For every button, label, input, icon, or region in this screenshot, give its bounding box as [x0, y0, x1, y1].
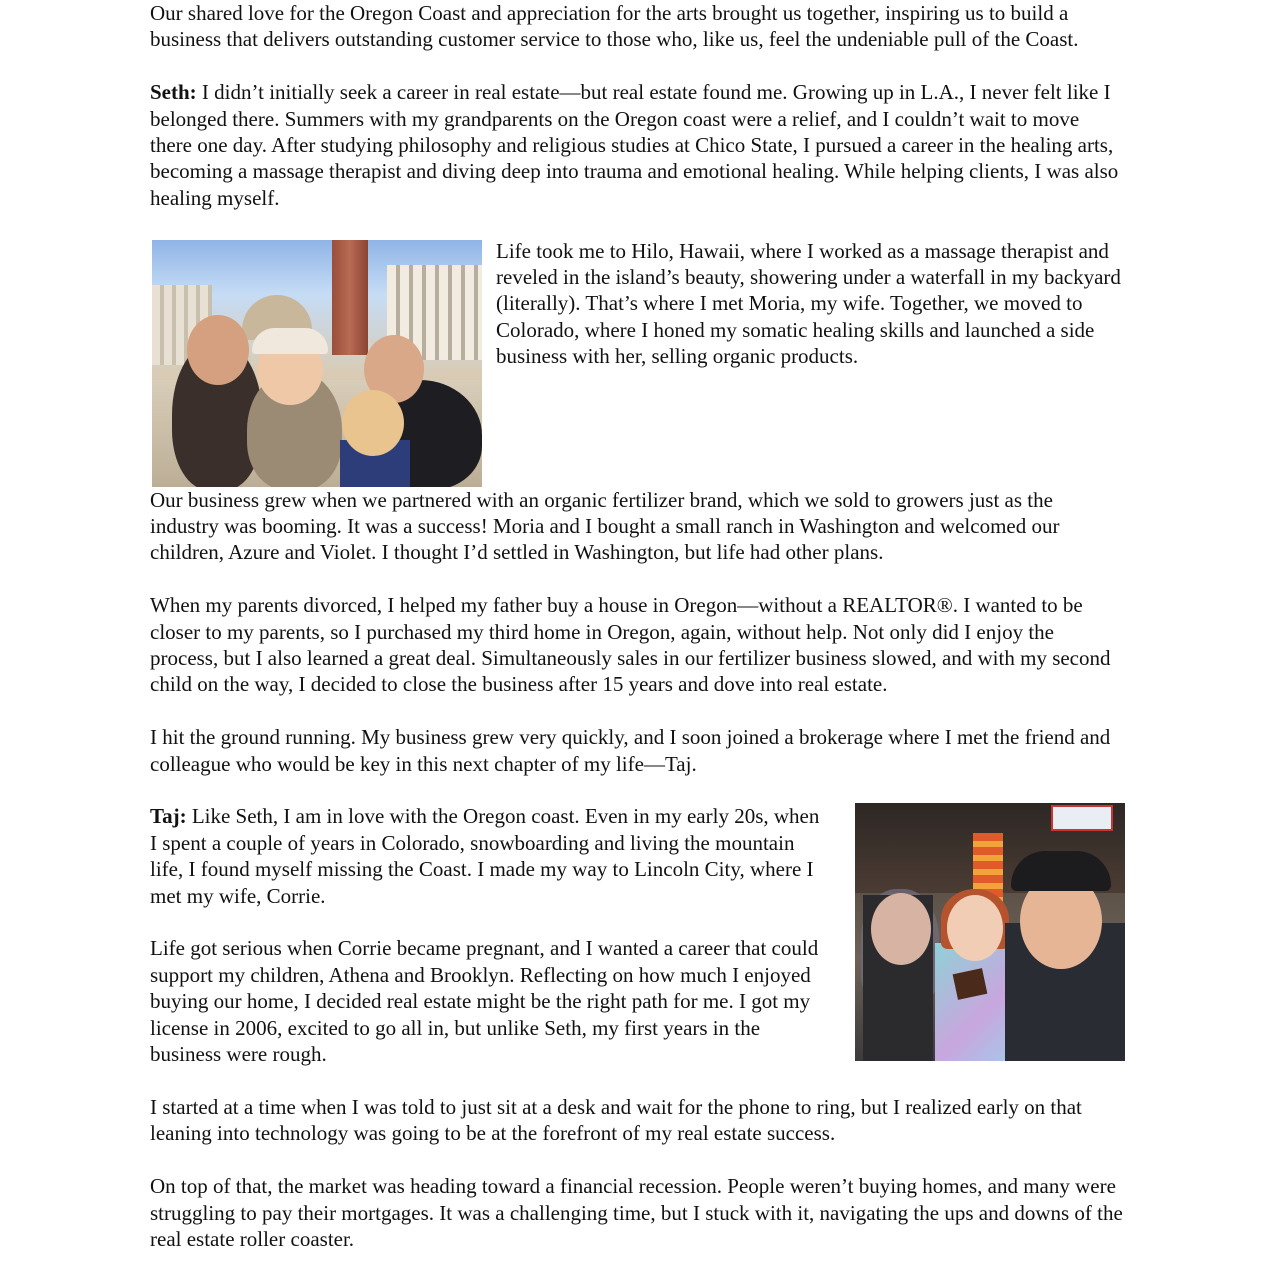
document-page: [150, 0, 1125, 1279]
taj-paragraph-2: Life got serious when Corrie became pregnant, and I wanted a career that could support my children, Athena and Brooklyn. Reflecting on how much I enjoyed buying our home, I decided real estate might be the right path for me. I got my license in 2006, excited to go all in, but unlike Seth, my first years in the business were rough.: [150, 936, 819, 1067]
seth-paragraph-2: Life took me to Hilo, Hawaii, where I worked as a massage therapist and reveled in the island’s beauty, showering under a waterfall in my backyard (literally). That’s where I met Moria, my wife. Together, we moved to Colorado, where I honed my somatic healing skills and launched a side business with her, selling organic products.: [496, 238, 1121, 369]
taj-paragraph-3: I started at a time when I was told to just sit at a desk and wait for the phone to ring, but I realized early on that leaning into technology was going to be at the forefront of my real estate success.: [150, 1094, 1082, 1146]
taj-family-photo: [855, 803, 1125, 1061]
seth-paragraph-5: I hit the ground running. My business grew very quickly, and I soon joined a brokerage where I met the friend and colleague who would be key in this next chapter of my life—Taj.: [150, 725, 1111, 776]
child-face: [342, 390, 404, 456]
taj-paragraph-1-text: Like Seth, I am in love with the Oregon coast. Even in my early 20s, when I spent a couple of years in Colorado, snowboarding and living the mountain life, I found myself missing the Coast. I made my way to Lincoln City, where I met my wife, Corrie.: [150, 804, 820, 908]
man-cap: [1011, 851, 1111, 891]
seth-paragraph-3: Our business grew when we partnered with an organic fertilizer brand, which we sold to growers just as the industry was booming. It was a success! Moria and I bought a small ranch in Washington and welcomed our children, Azure and Violet. I thought I’d settled in Washington, but life had other plans.: [150, 487, 1060, 565]
shop-sign: [1051, 805, 1113, 831]
seth-family-photo: [152, 240, 482, 487]
seth-paragraph-4: When my parents divorced, I helped my father buy a house in Oregon—without a REALTOR®. I wanted to be closer to my parents, so I purchased my third home in Oregon, again, without help. Not only did I enjoy the process, but I also learned a great deal. Simultaneously sales in our fertilizer business slowed, and with my second child on the way, I decided to close the business after 15 years and dove into real estate.: [150, 593, 1111, 697]
boy-hat: [252, 328, 328, 354]
seth-paragraph-1-text: I didn’t initially seek a career in real estate—but real estate found me. Growing up in L.A., I never felt like I belonged there. Summers with my grandparents on the Oregon coast were a relief, and I couldn’t wait to move there one day. After studying philosophy and religious studies at Chico State, I pursued a career in the healing arts, becoming a massage therapist and diving deep into trauma and emotional healing. While helping clients, I was also healing myself.: [150, 80, 1119, 210]
taj-speaker-label: Taj:: [150, 804, 187, 829]
girl-face: [947, 895, 1003, 961]
man-face: [187, 315, 249, 385]
woman-face: [871, 893, 931, 965]
intro-paragraph: Our shared love for the Oregon Coast and appreciation for the arts brought us together, inspiring us to build a business that delivers outstanding customer service to those who, like us, feel the undeniable pull of the Coast.: [150, 1, 1079, 52]
seth-paragraph-1: [150, 79, 1125, 211]
taj-paragraph-4: On top of that, the market was heading toward a financial recession. People weren’t buying homes, and many were struggling to pay their mortgages. It was a challenging time, but I stuck with it, navigating the ups and downs of the real estate roller coaster.: [150, 1174, 1123, 1251]
girl-figure: [935, 943, 1015, 1061]
bell-tower: [332, 240, 368, 355]
seth-speaker-label: Seth:: [150, 80, 197, 105]
